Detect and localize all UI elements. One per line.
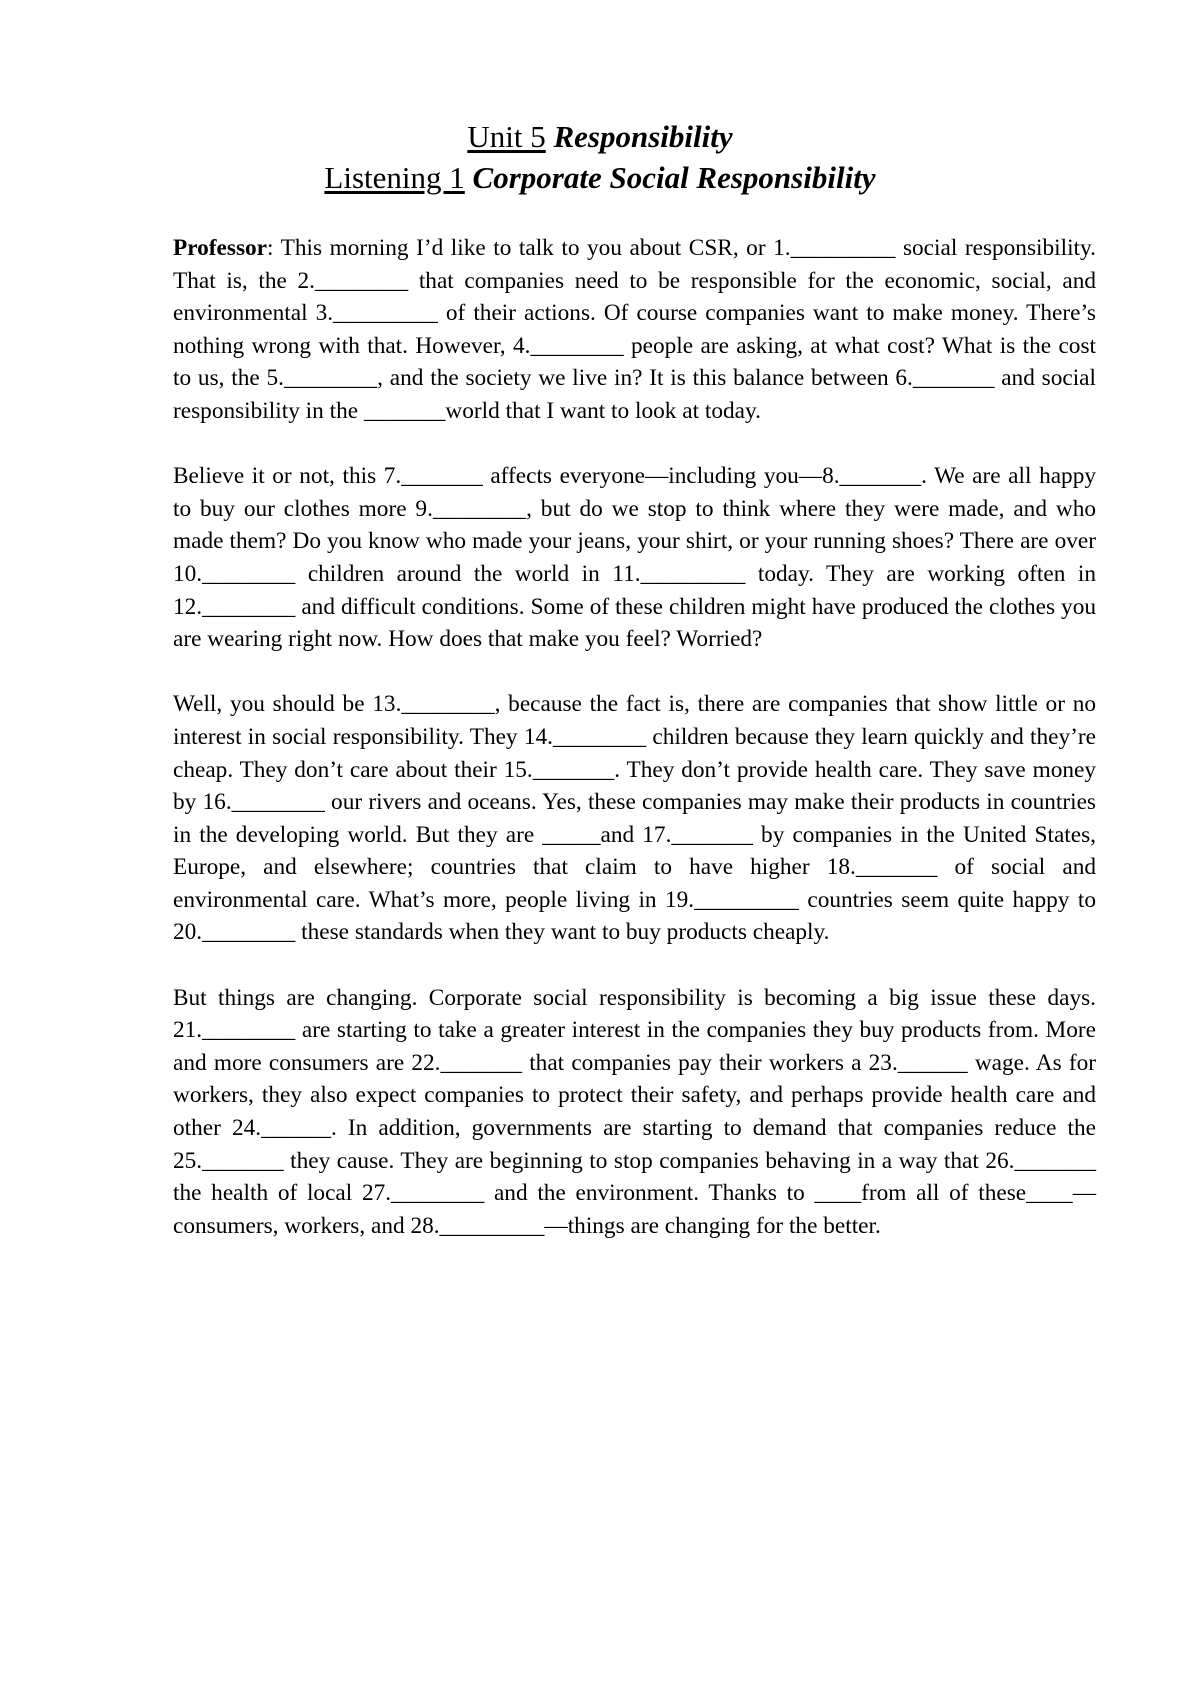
listening-title: Corporate Social Responsibility — [472, 160, 876, 195]
unit-title: Responsibility — [553, 119, 733, 154]
paragraph-3: Well, you should be 13.________, because the fact is, there are companies that show little or no interest in social responsibility. They 14.________ children because they learn quickly and they’re cheap. They don’t care about their 15._______. They don’t provide health care. They save money by 16.________ our rivers and oceans. Yes, these companies may make their products in countries in the developing world. But they are _____and 17._______ by companies in the United States, Europe, and elsewhere; countries that claim to have higher 18._______ of social and environmental care. What’s more, people living in 19._________ countries seem quite happy to 20.________ these standards when they want to buy products cheaply. — [173, 691, 1096, 946]
paragraph-2: Believe it or not, this 7._______ affects everyone—including you—8._______. We are all happy to buy our clothes more 9.________, but do we stop to think where they were made, and who made them? Do you know who made your jeans, your shirt, or your running shoes? There are over 10.________ children around the world in 11._________ today. They are working often in 12.________ and difficult conditions. Some of these children might have produced the clothes you are wearing right now. How does that make you feel? Worried? — [173, 463, 1096, 653]
transcript-body — [173, 232, 1096, 1275]
title-block — [0, 116, 1200, 198]
unit-label: Unit 5 — [467, 119, 546, 154]
listening-label: Listening 1 — [324, 160, 465, 195]
paragraph-1-text: : This morning I’d like to talk to you about CSR, or 1._________ social responsibility. That is, the 2.________ that companies need to be responsible for the economic, social, and environmental 3._________ of their actions. Of course companies want to make money. There’s nothing wrong with that. However, 4.________ people are asking, at what cost? What is the cost to us, the 5.________, and the society we live in? It is this balance between 6._______ and social responsibility in the _______world that I want to look at today. — [173, 235, 1096, 424]
listening-heading — [0, 157, 1200, 198]
paragraph-1 — [173, 232, 1096, 428]
paragraph-4: But things are changing. Corporate social responsibility is becoming a big issue these days. 21.________ are starting to take a greater interest in the companies they buy products from. More and more consumers are 22._______ that companies pay their workers a 23.______ wage. As for workers, they also expect companies to protect their safety, and perhaps provide health care and other 24.______. In addition, governments are starting to demand that companies reduce the 25._______ they cause. They are beginning to stop companies behaving in a way that 26._______ the health of local 27.________ and the environment. Thanks to ____from all of these____—consumers, workers, and 28._________—things are changing for the better. — [173, 984, 1096, 1239]
speaker-label: Professor — [173, 235, 268, 261]
unit-heading — [0, 116, 1200, 157]
